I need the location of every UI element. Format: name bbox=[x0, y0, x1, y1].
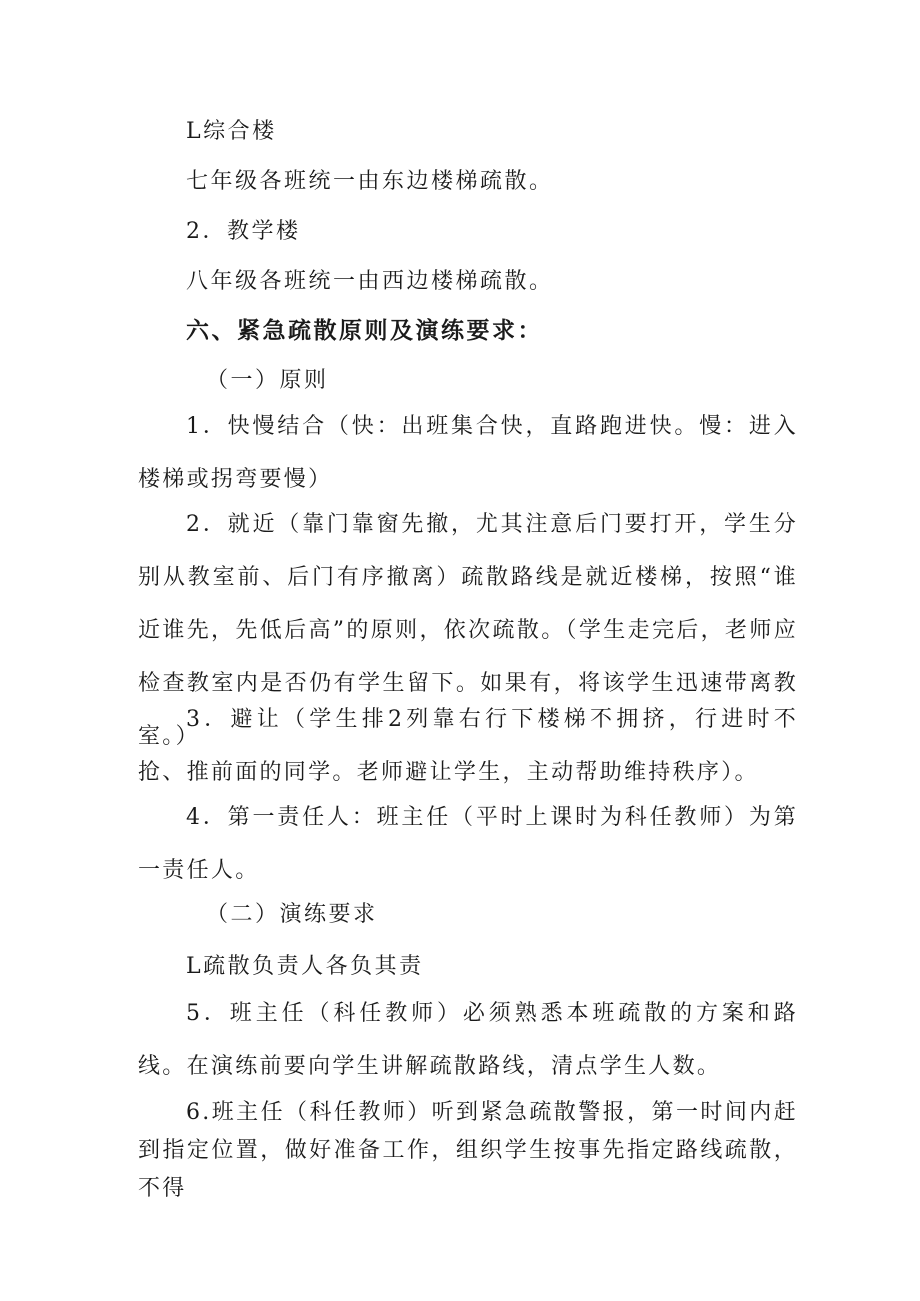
grade7-route-text: 七年级各班统一由东边楼梯疏散。 bbox=[186, 169, 554, 194]
principle-3-paragraph: 3．避让（学生排2列靠右行下楼梯不拥挤，行进时不抢、推前面的同学。老师避让学生，主动帮助维持秩序）。 bbox=[138, 707, 798, 785]
heading-section-6: 六、紧急疏散原则及演练要求： bbox=[186, 317, 543, 344]
section-title-complex-building: L综合楼 bbox=[186, 119, 277, 144]
grade8-route-text: 八年级各班统一由西边楼梯疏散。 bbox=[186, 269, 554, 294]
requirement-6-paragraph: 6.班主任（科任教师）听到紧急疏散警报，第一时间内赶到指定位置，做好准备工作，组织学生按事先指定路线疏散，不得 bbox=[138, 1100, 798, 1201]
principle-4-paragraph: 4．第一责任人：班主任（平时上课时为科任教师）为第一责任人。 bbox=[138, 805, 798, 883]
subheading-principles: （一）原则 bbox=[206, 368, 329, 393]
responsibility-item: L疏散负责人各负其责 bbox=[186, 954, 424, 979]
section-title-teaching-building: 2．教学楼 bbox=[186, 219, 301, 244]
subheading-drill-requirements: （二）演练要求 bbox=[206, 902, 378, 927]
principle-2-paragraph: 2．就近（靠门靠窗先撤，尤其注意后门要打开，学生分别从教室前、后门有序撤离）疏散路线是就近楼梯，按照“谁近谁先，先低后高”的原则，依次疏散。（学生走完后，老师应检查教室内是否仍有学生留下。如果有，将该学生迅速带离教室。） bbox=[138, 512, 798, 749]
principle-1-paragraph: 1．快慢结合（快：出班集合快，直路跑进快。慢：进入楼梯或拐弯要慢） bbox=[138, 414, 798, 492]
requirement-5-paragraph: 5．班主任（科任教师）必须熟悉本班疏散的方案和路线。在演练前要向学生讲解疏散路线，清点学生人数。 bbox=[138, 1001, 798, 1079]
